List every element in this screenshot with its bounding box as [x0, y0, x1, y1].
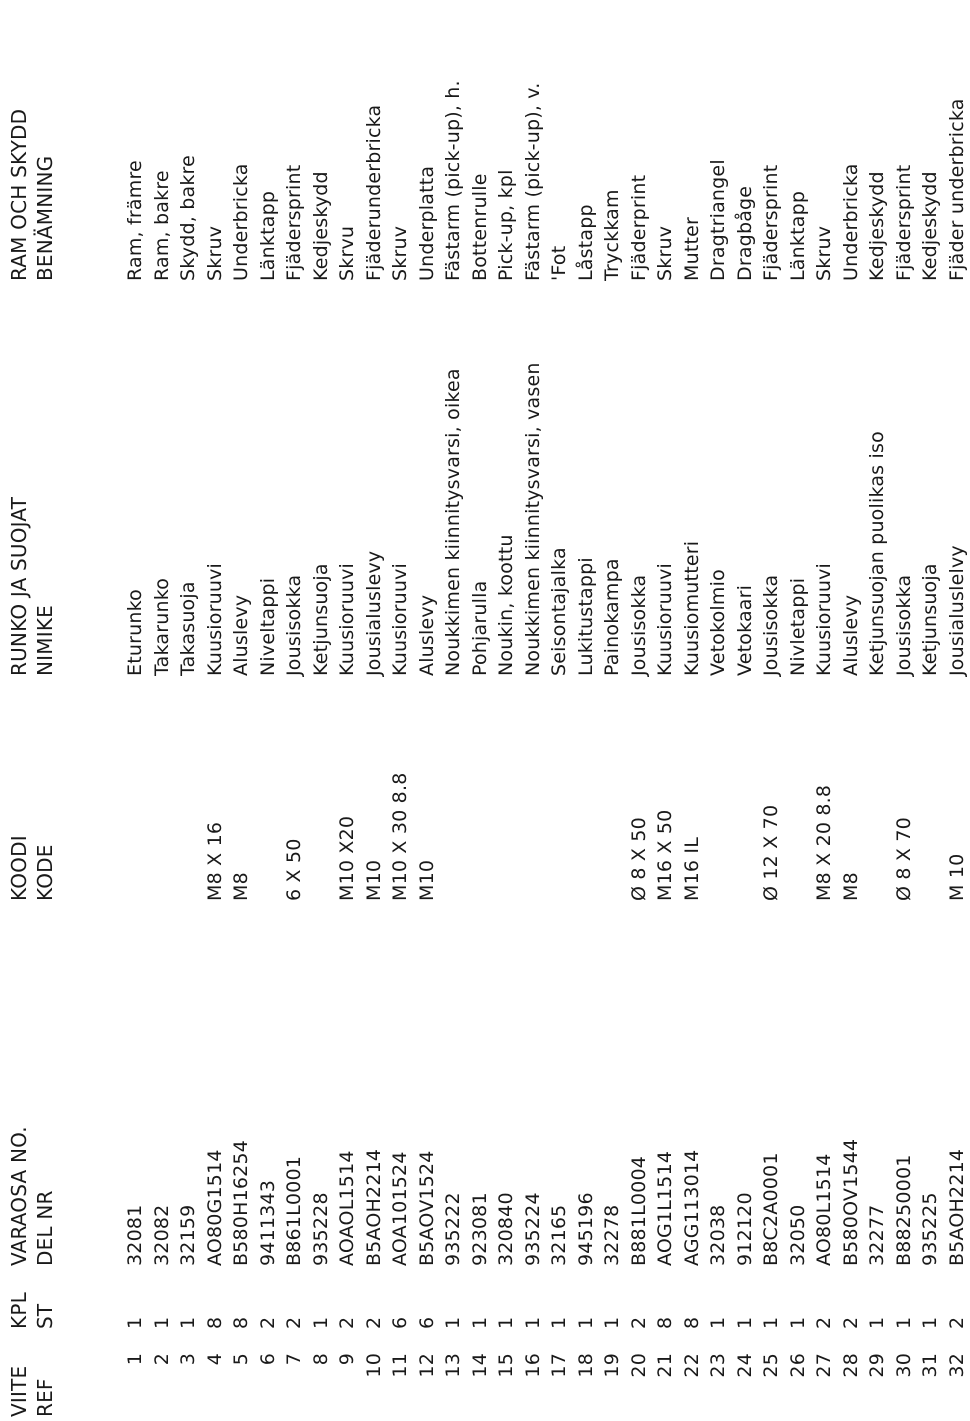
- cell-name-finnish: Kuusioruuvi: [389, 562, 411, 676]
- cell-name-swedish: Skydd, bakre: [177, 154, 199, 281]
- cell-name-swedish: Underplatta: [415, 165, 438, 281]
- cell-part-number: AOAOL1514: [336, 1150, 358, 1266]
- cell-ref: 13: [442, 1353, 464, 1378]
- header-row-1: [6, 0, 32, 1421]
- cell-qty: 2: [839, 1316, 862, 1329]
- table-row: [122, 0, 148, 1421]
- cell-name-swedish: Pick-up, kpl: [495, 169, 517, 281]
- cell-part-number: 935222: [442, 1192, 464, 1266]
- cell-ref: 11: [389, 1353, 411, 1378]
- cell-name-swedish: Underbricka: [230, 163, 252, 281]
- table-row: [361, 0, 387, 1421]
- table-row: [944, 0, 970, 1421]
- cell-ref: 3: [177, 1353, 199, 1366]
- header-ref: REF: [33, 1378, 57, 1417]
- table-row: [679, 0, 705, 1421]
- cell-qty: 1: [495, 1316, 517, 1329]
- cell-qty: 1: [309, 1316, 332, 1329]
- cell-qty: 1: [442, 1316, 464, 1329]
- cell-name-swedish: Ram, främre: [124, 160, 146, 281]
- table-row: [175, 0, 201, 1421]
- cell-qty: 2: [627, 1316, 650, 1329]
- cell-part-number: 32038: [707, 1204, 729, 1266]
- cell-name-swedish: Fästarm (pick-up), v.: [521, 82, 544, 281]
- table-row: [467, 0, 493, 1421]
- cell-qty: 1: [177, 1316, 199, 1329]
- cell-name-finnish: Aluslevy: [230, 594, 252, 676]
- cell-name-swedish: Bottenrulle: [468, 173, 491, 281]
- cell-name-swedish: Låstapp: [574, 204, 597, 281]
- cell-part-number: AOG1L1514: [654, 1150, 676, 1266]
- cell-ref: 31: [919, 1353, 941, 1378]
- table-row: [228, 0, 254, 1421]
- cell-part-number: 32050: [786, 1204, 809, 1266]
- cell-name-swedish: Skrvu: [336, 225, 358, 281]
- cell-name-finnish: Niveltappi: [256, 577, 279, 676]
- header-sv: RAM OCH SKYDD: [7, 108, 31, 281]
- cell-part-number: 9411343: [256, 1179, 279, 1266]
- cell-name-swedish: Länktapp: [786, 190, 809, 281]
- cell-name-finnish: Nivletappi: [786, 577, 809, 676]
- cell-name-swedish: Kedjeskydd: [919, 171, 941, 281]
- cell-name-finnish: Painokampa: [601, 558, 623, 676]
- cell-name-finnish: Aluslevy: [839, 594, 862, 676]
- cell-ref: 16: [521, 1353, 544, 1378]
- table-row: [705, 0, 731, 1421]
- cell-qty: 2: [813, 1316, 835, 1329]
- cell-part-number: B881L0004: [627, 1155, 650, 1266]
- cell-name-swedish: Mutter: [680, 216, 703, 281]
- table-row: [785, 0, 811, 1421]
- cell-part-number: 935224: [521, 1192, 544, 1266]
- cell-name-finnish: Seisontajalka: [548, 547, 570, 676]
- cell-ref: 23: [707, 1353, 729, 1378]
- cell-name-finnish: Kuusioruuvi: [813, 562, 835, 676]
- table-row: [891, 0, 917, 1421]
- cell-ref: 21: [654, 1353, 676, 1378]
- cell-qty: 2: [256, 1316, 279, 1329]
- cell-name-swedish: Dragbåge: [733, 185, 756, 281]
- header-row-2: [32, 0, 58, 1421]
- cell-ref: 17: [548, 1353, 570, 1378]
- cell-name-swedish: Underbricka: [839, 163, 862, 281]
- table-row: [811, 0, 837, 1421]
- cell-ref: 10: [362, 1353, 385, 1378]
- table-row: [864, 0, 890, 1421]
- cell-ref: 20: [627, 1353, 650, 1378]
- table-row: [281, 0, 307, 1421]
- cell-qty: 8: [203, 1316, 226, 1329]
- cell-part-number: AO80L1514: [813, 1153, 835, 1266]
- cell-name-swedish: Länktapp: [256, 190, 279, 281]
- cell-ref: 8: [309, 1353, 332, 1366]
- cell-name-swedish: Tryckkam: [601, 189, 623, 281]
- cell-name-swedish: 'Fot: [548, 245, 570, 281]
- cell-qty: 6: [415, 1316, 438, 1329]
- cell-ref: 1: [124, 1353, 146, 1366]
- cell-qty: 1: [548, 1316, 570, 1329]
- cell-name-swedish: Fjädersprint: [892, 164, 915, 281]
- cell-qty: 1: [124, 1316, 146, 1329]
- cell-code: M8: [230, 872, 252, 901]
- cell-name-finnish: Kuusiomutteri: [680, 540, 703, 676]
- cell-ref: 25: [760, 1353, 782, 1378]
- cell-name-finnish: Noukin, koottu: [495, 534, 517, 676]
- cell-part-number: 945196: [574, 1192, 597, 1266]
- cell-part-number: B5AOH2214: [362, 1148, 385, 1266]
- table-row: [334, 0, 360, 1421]
- cell-qty: 1: [601, 1316, 623, 1329]
- cell-qty: 1: [892, 1316, 915, 1329]
- cell-part-number: B88250001: [892, 1154, 915, 1266]
- cell-ref: 26: [786, 1353, 809, 1378]
- cell-code: 6 X 50: [283, 838, 305, 901]
- cell-qty: 6: [389, 1316, 411, 1329]
- table-row: [599, 0, 625, 1421]
- cell-name-finnish: Ketjunsuoja: [919, 563, 941, 676]
- cell-ref: 9: [336, 1353, 358, 1366]
- cell-part-number: 32277: [866, 1204, 888, 1266]
- cell-code: M10: [415, 859, 438, 901]
- cell-name-finnish: Pohjarulla: [468, 580, 491, 676]
- cell-ref: 14: [468, 1353, 491, 1378]
- cell-name-swedish: Skruv: [654, 225, 676, 281]
- table-row: [732, 0, 758, 1421]
- cell-ref: 12: [415, 1353, 438, 1378]
- cell-name-finnish: Ketjunsuojan puolikas iso: [866, 431, 888, 676]
- cell-part-number: 32082: [150, 1204, 173, 1266]
- cell-name-swedish: Fästarm (pick-up), h.: [442, 80, 464, 281]
- cell-code: M8 X 16: [203, 821, 226, 901]
- cell-name-finnish: Jousisokka: [760, 574, 782, 676]
- header-code: KODE: [33, 844, 57, 901]
- table-row: [308, 0, 334, 1421]
- cell-part-number: B861L0001: [283, 1155, 305, 1266]
- cell-name-swedish: Dragtriangel: [707, 159, 729, 281]
- table-row: [202, 0, 228, 1421]
- cell-qty: 2: [336, 1316, 358, 1329]
- cell-code: M 10: [945, 853, 968, 901]
- cell-part-number: B580OV1544: [839, 1138, 862, 1266]
- cell-ref: 28: [839, 1353, 862, 1378]
- table-row: [917, 0, 943, 1421]
- table-row: [255, 0, 281, 1421]
- cell-name-swedish: Kedjeskydd: [309, 171, 332, 281]
- cell-code: M8: [839, 872, 862, 901]
- cell-name-finnish: Jousisokka: [627, 574, 650, 676]
- cell-qty: 1: [574, 1316, 597, 1329]
- cell-ref: 24: [733, 1353, 756, 1378]
- cell-qty: 8: [230, 1316, 252, 1329]
- table-row: [573, 0, 599, 1421]
- cell-code: Ø 12 X 70: [760, 804, 782, 901]
- cell-qty: 2: [283, 1316, 305, 1329]
- cell-part-number: B5AOH2214: [945, 1148, 968, 1266]
- cell-part-number: AGG113014: [680, 1149, 703, 1266]
- cell-ref: 2: [150, 1353, 173, 1366]
- cell-part-number: B8C2A0001: [760, 1152, 782, 1266]
- cell-qty: 1: [919, 1316, 941, 1329]
- cell-ref: 27: [813, 1353, 835, 1378]
- cell-part-number: 32159: [177, 1204, 199, 1266]
- cell-name-swedish: Skruv: [389, 225, 411, 281]
- cell-ref: 4: [203, 1353, 226, 1366]
- cell-qty: 1: [760, 1316, 782, 1329]
- cell-ref: 5: [230, 1353, 252, 1366]
- cell-qty: 1: [733, 1316, 756, 1329]
- cell-name-swedish: Fjäderprint: [627, 174, 650, 281]
- cell-ref: 6: [256, 1353, 279, 1366]
- cell-part-number: 912120: [733, 1192, 756, 1266]
- cell-name-swedish: Fjädersprint: [760, 164, 782, 281]
- cell-ref: 32: [945, 1353, 968, 1378]
- cell-name-finnish: Takasuoja: [177, 581, 199, 676]
- cell-name-finnish: Jousisokka: [283, 574, 305, 676]
- cell-qty: 1: [707, 1316, 729, 1329]
- cell-name-swedish: Kedjeskydd: [866, 171, 888, 281]
- cell-code: M10 X20: [336, 815, 358, 901]
- cell-ref: 18: [574, 1353, 597, 1378]
- header-code: KOODI: [7, 835, 31, 901]
- cell-qty: 1: [150, 1316, 173, 1329]
- cell-name-finnish: Noukkimen kiinnitysvarsi, vasen: [521, 362, 544, 676]
- cell-name-finnish: Lukitustappi: [574, 557, 597, 676]
- cell-name-swedish: Skruv: [203, 225, 226, 281]
- cell-part-number: 320840: [495, 1192, 517, 1266]
- cell-part-number: AOA101524: [389, 1151, 411, 1266]
- cell-code: M10 X 30 8.8: [389, 772, 411, 901]
- table-row: [758, 0, 784, 1421]
- cell-name-finnish: Aluslevy: [415, 594, 438, 676]
- cell-part-number: B580H16254: [230, 1139, 252, 1266]
- header-qty: KPL: [7, 1292, 31, 1329]
- header-sv: BENÄMNING: [33, 155, 57, 281]
- header-qty: ST: [33, 1303, 57, 1329]
- cell-ref: 19: [601, 1353, 623, 1378]
- cell-name-swedish: Ram, bakre: [150, 170, 173, 281]
- cell-code: M16 X 50: [654, 809, 676, 901]
- cell-qty: 1: [866, 1316, 888, 1329]
- cell-code: Ø 8 X 50: [627, 817, 650, 901]
- cell-part-number: 32081: [124, 1204, 146, 1266]
- cell-part-number: 935225: [919, 1192, 941, 1266]
- header-part: VARAOSA NO.: [7, 1126, 31, 1266]
- table-row: [626, 0, 652, 1421]
- cell-name-swedish: Fjäder underbricka: [945, 98, 968, 281]
- cell-qty: 8: [680, 1316, 703, 1329]
- cell-name-finnish: Jousialuslelvy: [945, 545, 968, 676]
- cell-part-number: 935228: [309, 1192, 332, 1266]
- cell-name-finnish: Jousisokka: [892, 574, 915, 676]
- cell-qty: 2: [362, 1316, 385, 1329]
- cell-name-finnish: Kuusioruuvi: [203, 562, 226, 676]
- cell-name-finnish: Vetokaari: [733, 584, 756, 676]
- cell-name-finnish: Jousialuslevy: [362, 550, 385, 676]
- cell-code: M16 IL: [680, 837, 703, 901]
- cell-ref: 15: [495, 1353, 517, 1378]
- cell-name-swedish: Skruv: [813, 225, 835, 281]
- cell-name-swedish: Fjädersprint: [283, 164, 305, 281]
- header-part: DEL NR: [33, 1190, 57, 1266]
- cell-part-number: AO80G1514: [203, 1149, 226, 1266]
- table-row: [149, 0, 175, 1421]
- header-ref: VIITE: [7, 1365, 31, 1417]
- cell-part-number: 32165: [548, 1204, 570, 1266]
- cell-name-finnish: Noukkimen kiinnitysvarsi, oikea: [442, 368, 464, 676]
- cell-part-number: 32278: [601, 1204, 623, 1266]
- cell-name-finnish: Kuusioruuvi: [654, 562, 676, 676]
- cell-name-finnish: Kuusioruuvi: [336, 562, 358, 676]
- table-row: [652, 0, 678, 1421]
- cell-qty: 2: [945, 1316, 968, 1329]
- cell-name-finnish: Eturunko: [124, 589, 146, 676]
- header-fi: NIMIKE: [33, 605, 57, 676]
- cell-ref: 22: [680, 1353, 703, 1378]
- table-row: [493, 0, 519, 1421]
- header-fi: RUNKO JA SUOJAT: [7, 496, 31, 676]
- cell-qty: 1: [786, 1316, 809, 1329]
- table-row: [387, 0, 413, 1421]
- cell-ref: 29: [866, 1353, 888, 1378]
- cell-qty: 1: [521, 1316, 544, 1329]
- table-row: [546, 0, 572, 1421]
- table-row: [838, 0, 864, 1421]
- table-row: [520, 0, 546, 1421]
- cell-part-number: 923081: [468, 1192, 491, 1266]
- table-row: [440, 0, 466, 1421]
- cell-qty: 1: [468, 1316, 491, 1329]
- cell-code: M10: [362, 859, 385, 901]
- cell-name-swedish: Fjäderunderbricka: [362, 104, 385, 281]
- cell-ref: 7: [283, 1353, 305, 1366]
- cell-qty: 8: [654, 1316, 676, 1329]
- cell-name-finnish: Ketjunsuoja: [309, 563, 332, 676]
- cell-code: Ø 8 X 70: [892, 817, 915, 901]
- table-row: [414, 0, 440, 1421]
- cell-ref: 30: [892, 1353, 915, 1378]
- cell-part-number: B5AOV1524: [415, 1150, 438, 1266]
- cell-name-finnish: Takarunko: [150, 577, 173, 676]
- cell-name-finnish: Vetokolmio: [707, 569, 729, 676]
- cell-code: M8 X 20 8.8: [813, 784, 835, 901]
